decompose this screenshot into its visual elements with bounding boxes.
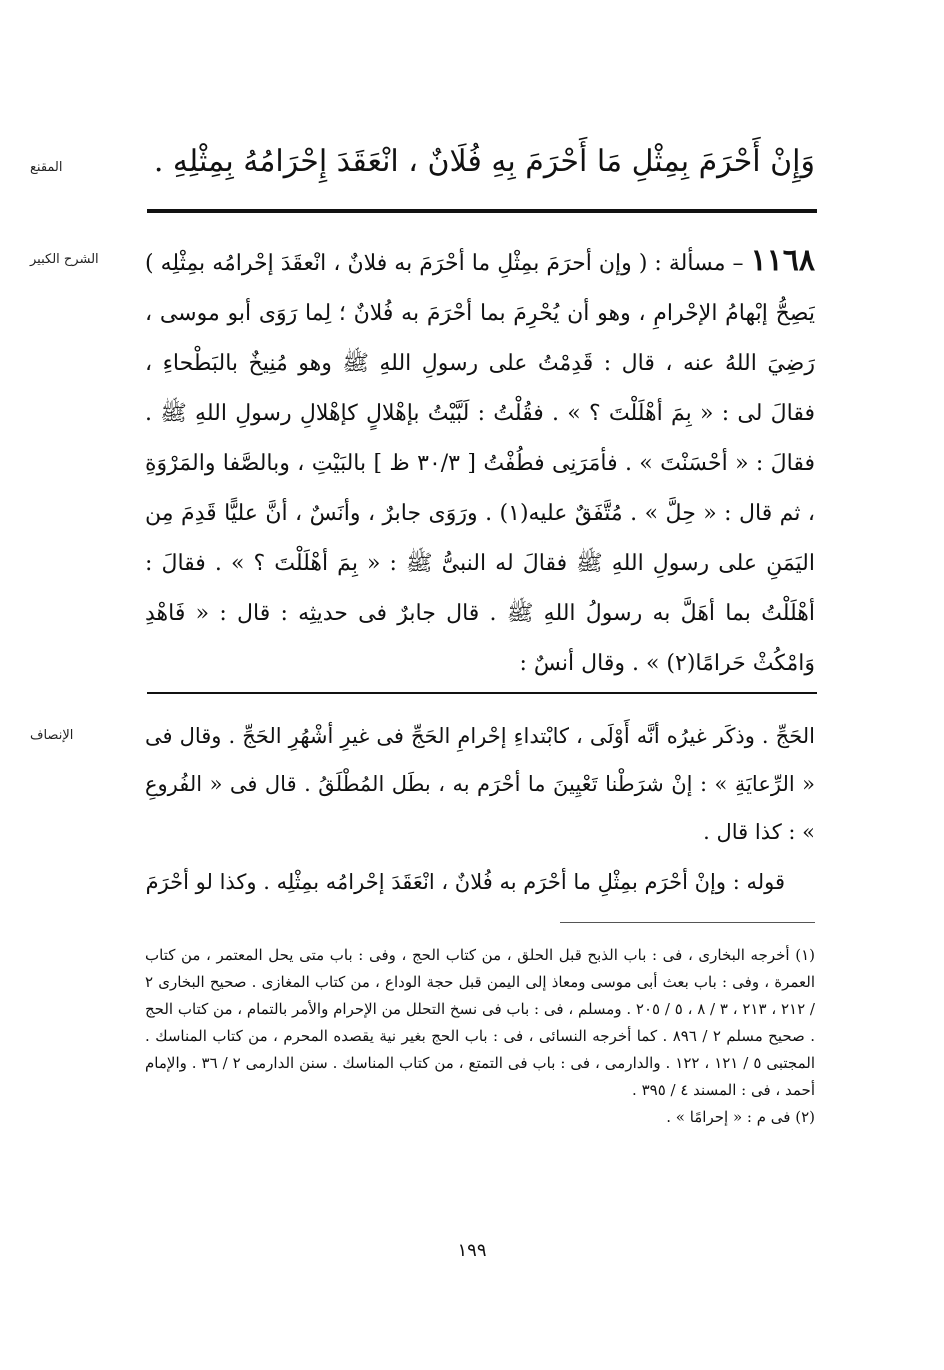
label-muqni — [30, 160, 150, 175]
label-insaf-text: الإنصاف — [30, 728, 74, 743]
section-divider-thin — [147, 692, 817, 694]
muqni-text: وَإِنْ أَحْرَمَ بِمِثْلِ مَا أَحْرَمَ بِهِ فُلَانٌ ، انْعَقَدَ إِحْرَامُهُ بِمِثْلِهِ . — [153, 144, 815, 179]
label-insaf — [30, 728, 150, 743]
label-sharh — [30, 252, 150, 267]
label-muqni-text: المقنع — [30, 160, 63, 175]
sharh-text: – مسألة : ( وإن أحرَمَ بمِثْلِ ما أحْرَمَ به فلانٌ ، انْعقَدَ إحْرامُه بمِثْلِه ) يَصِحُّ إبْهامُ الإحْرامِ ، وهو أن يُحْرِمَ بما أحْرَمَ به فُلانٌ ؛ لِما رَوَى أبو موسى ، رَضِيَ اللهُ عنه ، قال : قَدِمْتُ على رسولِ اللهِ ﷺ وهو مُنِيخٌ بالبَطْحاءِ ، فقالَ لى : « بِمَ أهْلَلْتَ ؟ » . فقُلْتُ : لَبَّيْتُ بإهْلالٍ كإهْلالِ رسولِ اللهِ ﷺ . فقالَ : « أحْسَنْتَ » . فأمَرَنِى فطُفْتُ [ ٣٠/٣ ظ ] بالبَيْتِ ، وبالصَّفا والمَرْوَةِ ، ثم قال : « حِلَّ » . مُتَّفَقٌ عليه(١) . ورَوَى جابرٌ ، وأنَسٌ ، أنَّ عليًّا قَدِمَ مِن اليَمَنِ على رسولِ اللهِ ﷺ فقالَ له النبىُّ ﷺ : « بِمَ أهْلَلْتَ ؟ » . فقالَ : أهْلَلْتُ بما أهَلَّ به رسولُ اللهِ ﷺ . قال جابرٌ فى حديثِه : قال : « فَاهْدِ وَامْكُثْ حَرامًا(٢) » . وقال أنسٌ : — [145, 251, 815, 676]
footnote-1: (١) أخرجه البخارى ، فى : باب الذبح قبل الحلق ، من كتاب الحج ، وفى : باب متى يحل المعتمر ، من كتاب العمرة ، وفى : باب بعث أبى موسى ومعاذ إلى اليمن قبل حجة الوداع ، من كتاب المغازى . صحيح البخارى ٢ / ٢١٢ ، ٢١٣ ، ٣ / ٨ ، ٥ / ٢٠٥ . ومسلم ، فى : باب فى نسخ التحلل من الإحرام والأمر بالتمام ، من كتاب الحج . صحيح مسلم ٢ / ٨٩٦ . كما أخرجه النسائى ، فى : باب الحج بغير نية يقصده المحرم ، من كتاب المناسك . المجتبى ٥ / ١٢١ ، ١٢٢ . والدارمى ، فى : باب فى التمتع ، من كتاب المناسك . سنن الدارمى ٢ / ٣٦ . والإمام أحمد ، فى : المسند ٤ / ٣٩٥ . — [145, 946, 815, 1099]
issue-number: ١١٦٨ — [750, 243, 815, 278]
sharh-body — [145, 236, 815, 676]
page-number: ١٩٩ — [457, 1240, 487, 1261]
qawluh-text: قوله : وإنْ أحْرَم بمِثْلِ ما أحْرَم به فُلانٌ ، انْعَقَدَ إحْرامُه بمِثْلِه . وكذا لو أحْرَمَ — [145, 870, 785, 894]
insaf-text: الحَجِّ . وذكَر غيرُه أنَّه أَوْلَى ، كابْتداءِ إحْرامِ الحَجِّ فى غيرِ أشْهُرِ الحَجِّ . وقال فى « الرِّعايَةِ » : إنْ شرَطْنا تَعْيِينَ ما أحْرَم به ، بطَل المُطْلَقُ . قال فى « الفُروعِ » : كذا قال . — [145, 724, 815, 844]
footnotes — [145, 942, 815, 1182]
footnote-2: (٢) فى م : « إحرامًا » . — [666, 1108, 815, 1126]
footnote-divider — [560, 922, 815, 923]
label-sharh-text: الشرح الكبير — [30, 252, 99, 267]
section-divider-thick — [147, 209, 817, 213]
